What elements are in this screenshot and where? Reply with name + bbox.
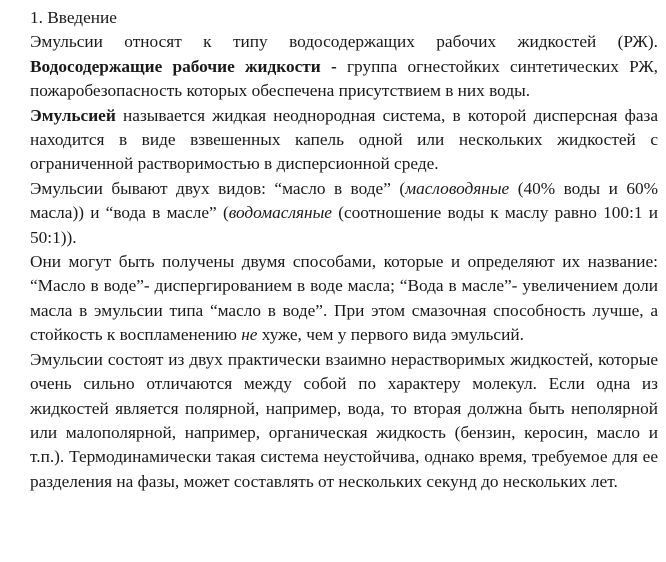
paragraph-2-text-b: называется жидкая неоднородная система, в которой дисперсная фаза находится в виде взвешенных капель одной или нескольких жидкостей с ограниченной растворимостью в дисперсионной среде.	[30, 105, 658, 174]
term-water-containing-fluids: Водосодержащие рабочие жидкости -	[30, 56, 337, 76]
paragraph-1-text-a: Эмульсии относят к типу водосодержащих рабочих жидкостей (РЖ).	[30, 32, 658, 52]
paragraph-3-text-c: (40% воды и 60% масла)) и “вода в масле” (	[30, 178, 658, 223]
paragraph-emulsion-composition: Эмульсии состоят из двух практически взаимно нерастворимых жидкостей, которые очень сильно отличаются между собой по характеру молекул. Если одна из жидкостей является полярной, например, вода, то вторая должна быть неполярной или малополярной, например, органическая жидкость (бензин, керосин, масло и т.п.). Термодинамически такая система неустойчива, однако время, требуемое для ее разделения на фазы, может составлять от нескольких секунд до нескольких лет.	[30, 349, 658, 491]
paragraph-3-text-e: (соотношение воды к маслу равно 100:1 и 50:1)).	[30, 203, 658, 247]
paragraph-production-methods	[30, 250, 658, 348]
paragraph-4-text-a: Они могут быть получены двумя способами, которые и определяют их название: “Масло в воде”- диспергированием в воде масла; “Вода в масле”- увеличением доли масла в эмульсии типа “масло в воде”. При этом смазочная способность лучше, а стойкость к воспламенению	[30, 252, 658, 345]
paragraph-definition-rzh	[30, 30, 658, 103]
term-emulsion: Эмульсией	[30, 105, 116, 125]
paragraph-1-text-c: группа огнестойких синтетических РЖ, пожаробезопасность которых обеспечена присутствием в них воды.	[30, 56, 658, 101]
term-water-in-oil: водомасляные	[228, 203, 332, 223]
paragraph-4-text-c: хуже, чем у первого вида эмульсий.	[257, 325, 524, 345]
paragraph-definition-emulsion	[30, 104, 658, 177]
section-heading: 1. Введение	[30, 8, 117, 27]
term-oil-in-water: масловодяные	[405, 178, 510, 198]
emphasis-not: не	[241, 325, 258, 345]
paragraph-3-text-a: Эмульсии бывают двух видов: “масло в воде” (	[30, 178, 406, 198]
paragraph-emulsion-types	[30, 177, 658, 250]
